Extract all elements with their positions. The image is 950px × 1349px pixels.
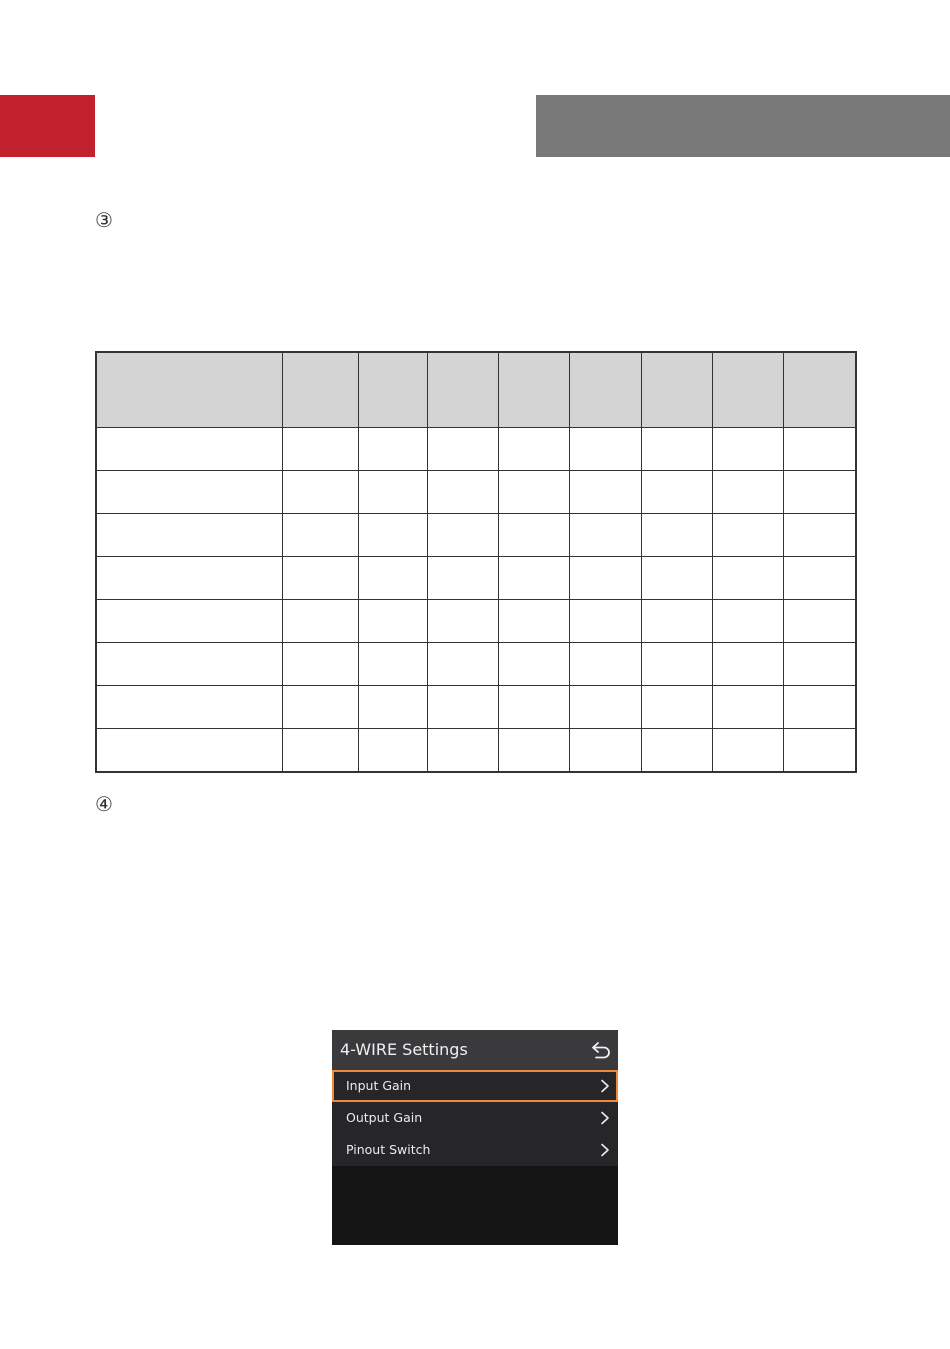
device-screen — [332, 1030, 618, 1245]
table-cell — [282, 643, 358, 686]
table-header-cell — [282, 352, 358, 428]
table-cell — [641, 686, 712, 729]
table-row — [96, 428, 856, 471]
table-cell — [641, 643, 712, 686]
table-cell — [358, 686, 427, 729]
table-cell — [641, 428, 712, 471]
table-cell — [358, 600, 427, 643]
table-cell — [569, 428, 641, 471]
table-cell — [358, 557, 427, 600]
table-cell — [783, 557, 856, 600]
screen-header — [332, 1030, 618, 1070]
table-row — [96, 514, 856, 557]
table-cell — [712, 643, 783, 686]
table-cell — [712, 729, 783, 773]
table-cell — [427, 514, 498, 557]
table-header-cell — [569, 352, 641, 428]
chevron-right-icon — [600, 1111, 610, 1125]
step-3-marker: ③ — [95, 208, 113, 232]
table-cell — [712, 471, 783, 514]
table-cell — [282, 514, 358, 557]
screen-title: 4-WIRE Settings — [340, 1040, 468, 1059]
table-cell — [783, 471, 856, 514]
menu-item-label: Pinout Switch — [346, 1142, 431, 1157]
table-cell — [712, 428, 783, 471]
table-header-cell — [641, 352, 712, 428]
settings-menu — [332, 1070, 618, 1166]
table-cell — [96, 428, 282, 471]
table-cell — [427, 428, 498, 471]
table-cell — [427, 557, 498, 600]
table-cell — [641, 514, 712, 557]
pinout-table — [95, 351, 857, 773]
table-cell — [358, 729, 427, 773]
table-cell — [427, 729, 498, 773]
step-4-marker: ④ — [95, 792, 113, 816]
menu-item-input-gain[interactable] — [332, 1070, 618, 1102]
table-cell — [358, 471, 427, 514]
section-color-tab — [0, 95, 95, 157]
table-cell — [498, 471, 569, 514]
table-cell — [96, 729, 282, 773]
table-row — [96, 729, 856, 773]
table-row — [96, 557, 856, 600]
table-cell — [641, 729, 712, 773]
table-cell — [569, 600, 641, 643]
table-cell — [96, 600, 282, 643]
table-header-cell — [427, 352, 498, 428]
table-cell — [498, 600, 569, 643]
back-arrow-icon[interactable] — [590, 1040, 612, 1060]
table-cell — [96, 471, 282, 514]
menu-item-label: Input Gain — [346, 1078, 412, 1093]
table-header-cell — [712, 352, 783, 428]
table-cell — [783, 643, 856, 686]
menu-item-output-gain[interactable] — [332, 1102, 618, 1134]
table-cell — [569, 643, 641, 686]
table-cell — [282, 686, 358, 729]
table-cell — [282, 471, 358, 514]
table-cell — [712, 514, 783, 557]
table-cell — [569, 557, 641, 600]
table-cell — [498, 643, 569, 686]
table-cell — [427, 643, 498, 686]
table-row — [96, 643, 856, 686]
table-cell — [96, 643, 282, 686]
table-cell — [641, 471, 712, 514]
table-cell — [641, 600, 712, 643]
table-cell — [783, 729, 856, 773]
table-cell — [282, 729, 358, 773]
table-cell — [783, 686, 856, 729]
table-cell — [569, 686, 641, 729]
table-cell — [498, 729, 569, 773]
table-cell — [569, 729, 641, 773]
table-cell — [783, 428, 856, 471]
table-row — [96, 686, 856, 729]
table-cell — [498, 428, 569, 471]
table-cell — [96, 557, 282, 600]
table-header-cell — [783, 352, 856, 428]
menu-item-pinout-switch[interactable] — [332, 1134, 618, 1166]
table-cell — [282, 428, 358, 471]
table-cell — [498, 557, 569, 600]
table-cell — [498, 514, 569, 557]
table-cell — [358, 428, 427, 471]
table-cell — [712, 557, 783, 600]
table-cell — [569, 471, 641, 514]
table-header-cell — [358, 352, 427, 428]
table-cell — [358, 514, 427, 557]
table-cell — [358, 643, 427, 686]
table-header-cell — [498, 352, 569, 428]
table-cell — [712, 686, 783, 729]
table-cell — [427, 471, 498, 514]
table-cell — [282, 600, 358, 643]
table-cell — [96, 514, 282, 557]
section-header-bar — [536, 95, 950, 157]
table-cell — [641, 557, 712, 600]
table-cell — [282, 557, 358, 600]
table-cell — [712, 600, 783, 643]
table-header-row — [96, 352, 856, 428]
table-cell — [498, 686, 569, 729]
table-cell — [427, 600, 498, 643]
table-cell — [569, 514, 641, 557]
table-cell — [783, 514, 856, 557]
table-cell — [783, 600, 856, 643]
table-header-cell — [96, 352, 282, 428]
menu-item-label: Output Gain — [346, 1110, 423, 1125]
table-cell — [96, 686, 282, 729]
table-cell — [427, 686, 498, 729]
chevron-right-icon — [600, 1143, 610, 1157]
chevron-right-icon — [600, 1079, 610, 1093]
table-row — [96, 471, 856, 514]
table-row — [96, 600, 856, 643]
